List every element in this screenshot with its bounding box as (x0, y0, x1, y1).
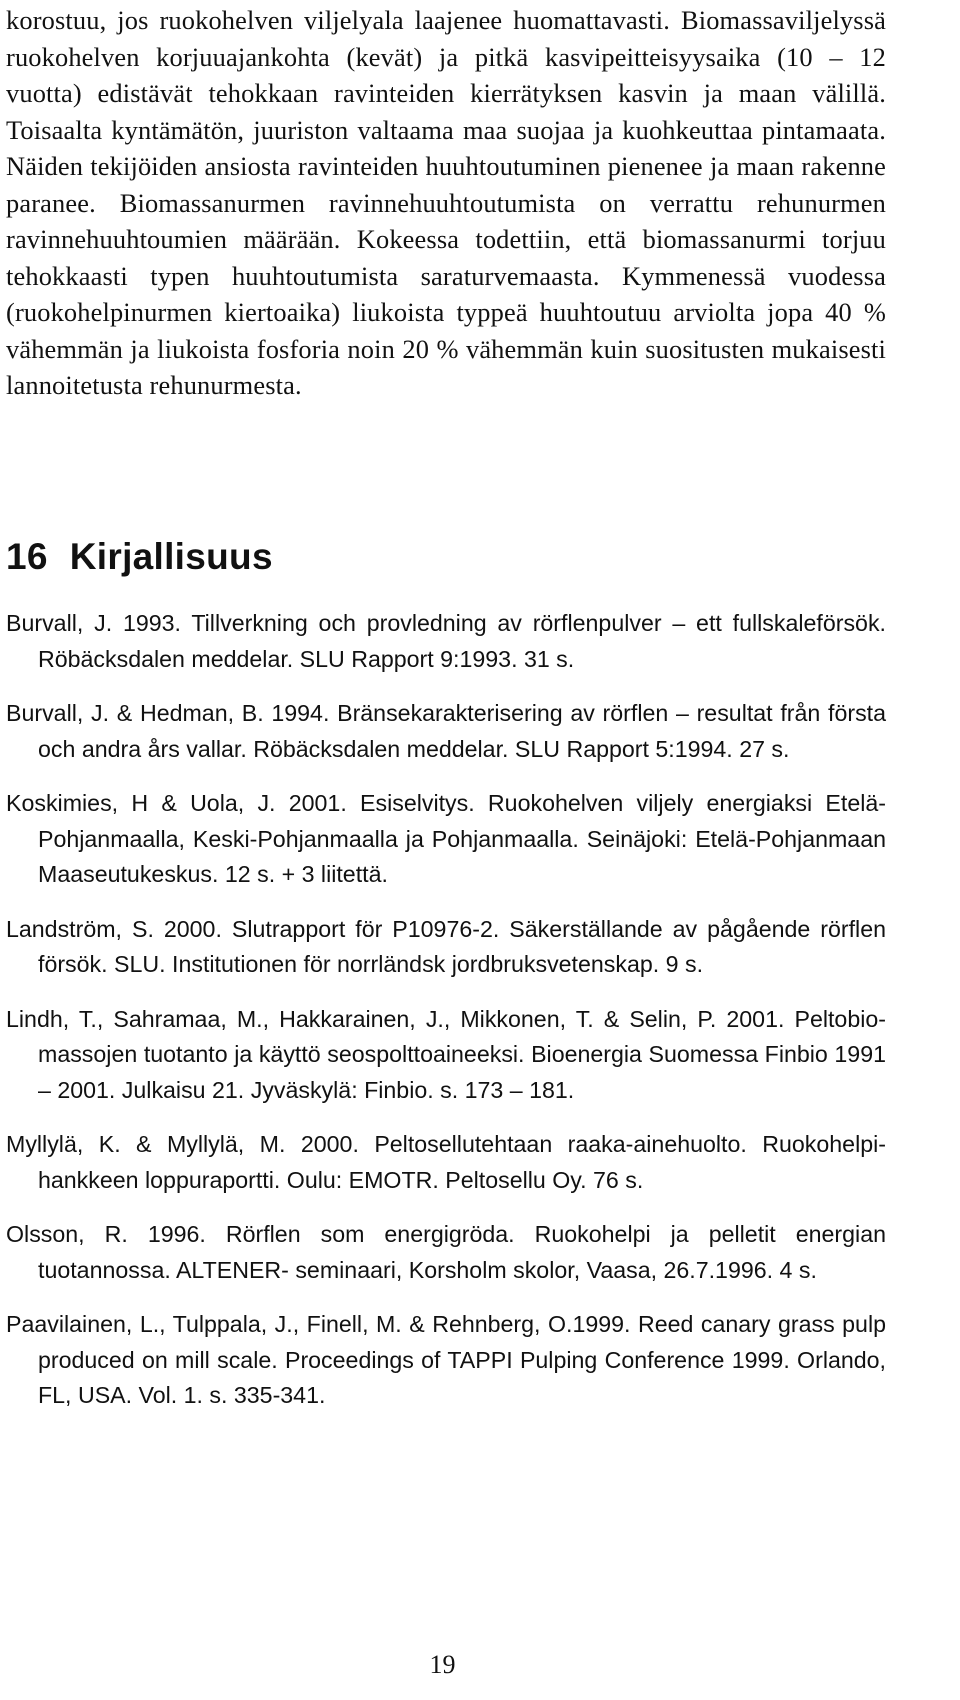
reference-item: Myllylä, K. & Myllylä, M. 2000. Peltosellutehtaan raaka-ainehuolto. Ruokohelpi-hankkeen loppuraportti. Oulu: EMOTR. Peltosellu Oy. 76 s. (6, 1131, 886, 1193)
section-heading (6, 532, 273, 582)
page-number: 19 (429, 1650, 456, 1679)
reference-item: Koskimies, H & Uola, J. 2001. Esiselvitys. Ruokohelven viljely energiaksi Etelä-Pohjanmaalla, Keski-Pohjanmaalla ja Pohjanmaalla. Seinäjoki: Etelä-Pohjanmaan Maaseutukeskus. 12 s. + 3 liitettä. (6, 790, 886, 887)
reference-item: Burvall, J. & Hedman, B. 1994. Bränsekarakterisering av rörflen – resultat från första och andra års vallar. Röbäcksdalen meddelar. SLU Rapport 5:1994. 27 s. (6, 700, 886, 762)
reference-item: Olsson, R. 1996. Rörflen som energigröda. Ruokohelpi ja pelletit energian tuotannossa. ALTENER- seminaari, Korsholm skolor, Vaasa, 26.7.1996. 4 s. (6, 1221, 886, 1283)
reference-item: Landström, S. 2000. Slutrapport för P10976-2. Säkerställande av pågående rörflen försök. SLU. Institutionen för norrländsk jordbruksvetenskap. 9 s. (6, 915, 886, 977)
reference-item: Burvall, J. 1993. Tillverkning och provledning av rörflenpulver – ett fullskaleförsök. Röbäcksdalen meddelar. SLU Rapport 9:1993. 31 s. (6, 610, 886, 672)
reference-item: Paavilainen, L., Tulppala, J., Finell, M. & Rehnberg, O.1999. Reed canary grass pulp produced on mill scale. Proceedings of TAPPI Pulping Conference 1999. Orlando, FL, USA. Vol. 1. s. 335-341. (6, 1311, 886, 1408)
body-paragraph: korostuu, jos ruokohelven viljelyala laajenee huomattavasti. Biomassaviljelyssä ruokohelven korjuuajankohta (kevät) ja pitkä kasvipeitteisyysaika (10 – 12 vuotta) edistävät tehokkaan ravinteiden kierrätyksen kasvin ja maan välillä. Toisaalta kyntämätön, juuriston valtaama maa suojaa ja kuohkeuttaa pintamaata. Näiden tekijöiden ansiosta ravinteiden huuhtoutuminen pienenee ja maan rakenne paranee. Biomassanurmen ravinnehuuhtoutumista on verrattu rehunurmen ravinnehuuhtoumien määrään. Kokeessa todettiin, että biomassanurmi torjuu tehokkaasti typen huuhtoutumista saraturvemaasta. Kymmenessä vuodessa (ruokohelpinurmen kiertoaika) liukoista typpeä huuhtoutuu arviolta jopa 40 % vähemmän ja liukoista fosforia noin 20 % vähemmän kuin suositusten mukaisesti lannoitetusta rehunurmesta. (6, 5, 886, 400)
reference-item: Lindh, T., Sahramaa, M., Hakkarainen, J., Mikkonen, T. & Selin, P. 2001. Peltobio-massojen tuotanto ja käyttö seospolttoaineeksi. Bioenergia Suomessa Finbio 1991 – 2001. Julkaisu 21. Jyväskylä: Finbio. s. 173 – 181. (6, 1005, 886, 1103)
reference-list (6, 606, 886, 1433)
section-number: 16 (6, 536, 48, 577)
section-title: Kirjallisuus (69, 536, 273, 577)
